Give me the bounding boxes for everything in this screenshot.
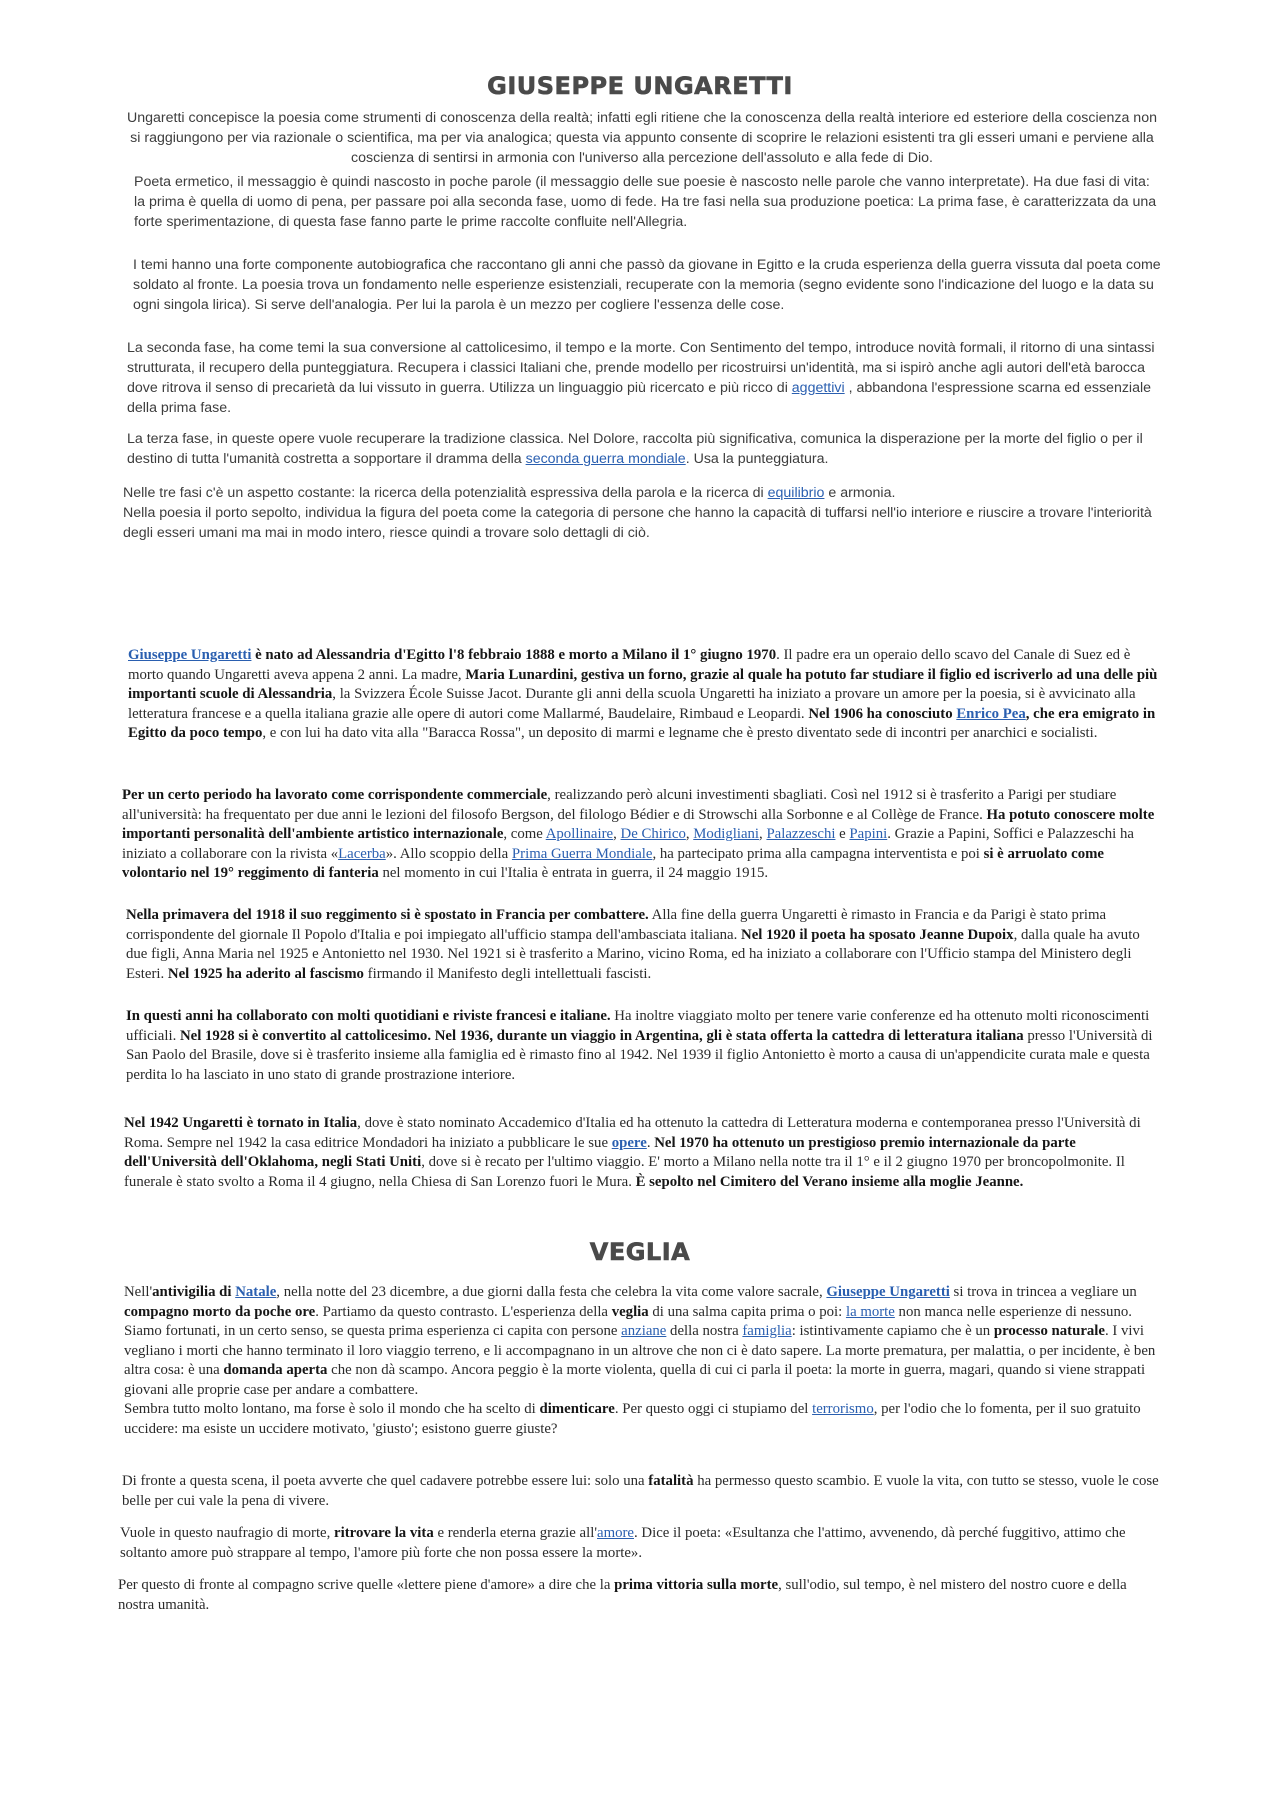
- text-run: Alla fine della guerra Ungaretti è rimasto in Francia e da Parigi è stato prima corrispondente del giornale Il Popolo d'Italia e poi impiegato all'ufficio stampa dell'ambasciata italiana.: [126, 907, 1107, 943]
- veglia-paragraph-2: [122, 1472, 1162, 1511]
- text-run: ,: [613, 826, 621, 842]
- bold-text: antivigilia di: [152, 1284, 236, 1300]
- link-opere[interactable]: opere: [611, 1134, 647, 1151]
- bio-paragraph-5: [124, 1114, 1164, 1192]
- bold-text: Nella primavera del 1918 il suo reggimento si è spostato in Francia per combattere.: [126, 907, 649, 923]
- bio-paragraph-2: [122, 786, 1162, 884]
- link-la-morte[interactable]: la morte: [845, 1303, 895, 1320]
- link-giuseppe-ungaretti[interactable]: Giuseppe Ungaretti: [826, 1284, 950, 1300]
- bold-text: Per un certo periodo ha lavorato come corrispondente commerciale: [122, 787, 548, 803]
- veglia-paragraph-1: [124, 1283, 1164, 1439]
- bold-text: compagno morto da poche ore: [124, 1303, 316, 1320]
- text-run: Vuole in questo naufragio di morte,: [120, 1525, 335, 1541]
- text-run: Sembra tutto molto lontano, ma forse è solo il mondo che ha scelto di: [124, 1401, 540, 1417]
- bio-paragraph-3: [126, 906, 1162, 984]
- bold-text: veglia: [611, 1303, 649, 1320]
- text-run: si trova in trincea a vegliare un: [949, 1284, 1137, 1300]
- text-run: Di fronte a questa scena, il poeta avverte che quel cadavere potrebbe essere lui: solo una: [122, 1473, 649, 1489]
- bold-text: , che era emigrato in Egitto da poco tempo: [128, 705, 1156, 741]
- bold-text: Nel 1942 Ungaretti è tornato in Italia: [124, 1115, 358, 1131]
- link-equilibrio[interactable]: equilibrio: [767, 485, 825, 501]
- bold-text: ritrovare la vita: [334, 1525, 434, 1541]
- text-run: Ha inoltre viaggiato molto per tenere varie conferenze ed ha ottenuto molti riconoscimenti ufficiali.: [126, 1008, 1150, 1044]
- text-run: e renderla eterna grazie all': [433, 1525, 598, 1541]
- veglia-paragraph-4: [118, 1576, 1162, 1615]
- text-run: . Per questo oggi ci stupiamo del: [614, 1401, 813, 1417]
- bold-text: domanda aperta: [223, 1362, 328, 1378]
- text-run: , realizzando però alcuni investimenti sbagliati. Così nel 1912 si è trasferito a Parigi per studiare all'università: ha frequentato per due anni le lezioni del filosofo Bergson, del filologo Bédier e di Strowschi alla Sorbonne e al Collège de France.: [122, 787, 1117, 823]
- bold-text: processo naturale: [993, 1323, 1105, 1339]
- bold-text: In questi anni ha collaborato con molti quotidiani e riviste francesi e italiane.: [126, 1008, 611, 1024]
- text-run: . Grazie a Papini, Soffici e Palazzeschi ha iniziato a collaborare con la rivista «: [122, 826, 1134, 862]
- intro-p5-text-a: La terza fase, in queste opere vuole recuperare la tradizione classica. Nel Dolore, raccolta più significativa, comunica la disperazione per la morte del figlio o per il destino di tutta l'umanità costretta a sopportare il dramma della: [127, 431, 1143, 467]
- bold-text: Nel 1970 ha ottenuto un prestigioso premio internazionale da parte dell'Università dell'Oklahoma, negli Stati Uniti: [124, 1134, 1076, 1170]
- text-run: , ha partecipato prima alla campagna interventista e poi: [652, 845, 984, 862]
- text-run: , nella notte del 23 dicembre, a due giorni dalla festa che celebra la vita come valore sacrale,: [276, 1284, 827, 1300]
- intro-p5-text-b: . Usa la punteggiatura.: [685, 451, 829, 467]
- bold-text: fatalità: [648, 1473, 694, 1489]
- link-amore[interactable]: amore: [597, 1525, 634, 1541]
- bold-text: Nel 1920 il poeta ha sposato Jeanne Dupoix: [741, 926, 1014, 943]
- bold-text: Nel 1928 si è convertito al cattolicesimo. Nel 1936, durante un viaggio in Argentina, gli è stata offerta la cattedra di letteratura italiana: [179, 1027, 1024, 1044]
- intro-paragraph-1: Ungaretti concepisce la poesia come strumenti di conoscenza della realtà; infatti egli ritiene che la conoscenza della realtà interiore ed esteriore della coscienza non si raggiungono per via razionale o scientifica, ma per via analogica; questa via appunto consente di scoprire le relazioni esistenti tra gli esseri umani e perviene alla coscienza di sentirsi in armonia con l'universo alla percezione dell'assoluto e alla fede di Dio.: [127, 110, 1157, 166]
- section-title-veglia: VEGLIA: [589, 1238, 691, 1266]
- link-seconda-guerra-mondiale[interactable]: seconda guerra mondiale: [525, 451, 686, 467]
- link-apollinaire[interactable]: Apollinaire: [545, 826, 614, 842]
- bold-text: è nato ad Alessandria d'Egitto l'8 febbraio 1888 e morto a Milano il 1° giugno 1970: [251, 647, 777, 663]
- intro-paragraph-6: [123, 483, 1163, 543]
- bold-text: si è arruolato come volontario nel 19° reggimento di fanteria: [122, 845, 1105, 881]
- link-aggettivi[interactable]: aggettivi: [791, 380, 845, 396]
- text-run: della nostra: [666, 1323, 743, 1339]
- intro-paragraph-3: I temi hanno una forte componente autobiografica che raccontano gli anni che passò da giovane in Egitto e la cruda esperienza della guerra vissuta dal poeta come soldato al fronte. La poesia trova un fondamento nelle esperienze esistenziali, recuperate con la memoria (segno evidente sono l'indicazione del luogo e la data su ogni singola lirica). Si serve dell'analogia. Per lui la parola è un mezzo per cogliere l'essenza delle cose.: [133, 257, 1161, 313]
- text-run: che non dà scampo. Ancora peggio è la morte violenta, quella di cui ci parla il poeta: la morte in guerra, magari, quando si viene strappati giovani alle proprie case per andare a combattere.: [124, 1362, 1146, 1398]
- text-run: ha permesso questo scambio. E vuole la vita, con tutto se stesso, vuole le cose belle per cui vale la pena di vivere.: [122, 1473, 1159, 1509]
- link-de-chirico[interactable]: De Chirico: [620, 826, 686, 842]
- bold-text: Maria Lunardini, gestiva un forno, grazie al quale ha potuto far studiare il figlio ed iscriverlo ad una delle più importanti scuole di Alessandria: [128, 666, 1158, 702]
- intro-p6-text-a: Nelle tre fasi c'è un aspetto costante: la ricerca della potenzialità espressiva della parola e la ricerca di: [123, 485, 768, 501]
- link-anziane[interactable]: anziane: [621, 1323, 667, 1339]
- text-run: , dove è stato nominato Accademico d'Italia ed ha ottenuto la cattedra di Letteratura moderna e contemporanea presso l'Università di Roma. Sempre nel 1942 la casa editrice Mondadori ha iniziato a pubblicare le sue: [124, 1115, 1141, 1151]
- bio-paragraph-1: [128, 646, 1158, 744]
- link-palazzeschi[interactable]: Palazzeschi: [766, 826, 836, 842]
- text-run: , la Svizzera École Suisse Jacot. Durante gli anni della scuola Ungaretti ha iniziato a provare un amore per la poesia, si è avvicinato alla letteratura francese e a quella italiana grazie alle opere di autori come Mallarmé, Baudelaire, Rimbaud e Leopardi.: [128, 686, 1136, 722]
- bold-text: Ha potuto conoscere molte importanti personalità dell'ambiente artistico internazionale: [122, 806, 1155, 842]
- text-run: , e con lui ha dato vita alla "Baracca Rossa", un deposito di marmi e legname che è presto diventato sede di incontri per anarchici e socialisti.: [262, 725, 1098, 741]
- link-papini[interactable]: Papini: [849, 826, 888, 842]
- text-run: non manca nelle esperienze di nessuno. Siamo fortunati, in un certo senso, se questa prima esperienza ci capita con persone: [124, 1303, 1132, 1339]
- link-terrorismo[interactable]: terrorismo: [812, 1401, 874, 1417]
- text-run: e: [835, 826, 850, 842]
- link-natale[interactable]: Natale: [235, 1284, 277, 1300]
- text-run: di una salma capita prima o poi:: [648, 1303, 846, 1320]
- text-run: presso l'Università di San Paolo del Brasile, dove si è trasferito insieme alla famiglia ed è rimasto fino al 1942. Nel 1939 il figlio Antonietto è morto a causa di un'appendicite curata male e questa perdita lo ha lasciato in uno stato di grande prostrazione interiore.: [126, 1027, 1153, 1083]
- intro-p6-text-c: Nella poesia il porto sepolto, individua la figura del poeta come la categoria di persone che hanno la capacità di tuffarsi nell'io interiore e riuscire a trovare l'interiorità degli esseri umani ma mai in modo intero, riesce quindi a trovare solo dettagli di ciò.: [123, 505, 1152, 541]
- text-run: , dalla quale ha avuto due figli, Anna Maria nel 1925 e Antonietto nel 1930. Nel 1921 si è trasferito a Marino, vicino Roma, ed ha iniziato a collaborare con l'Ufficio stampa del Ministero degli Esteri.: [126, 926, 1140, 982]
- text-run: firmando il Manifesto degli intellettuali fascisti.: [363, 965, 652, 982]
- intro-p4-text-b: , abbandona l'espressione scarna ed essenziale della prima fase.: [127, 380, 1152, 416]
- text-run: Per questo di fronte al compagno scrive quelle «lettere piene d'amore» a dire che la: [118, 1577, 615, 1593]
- text-run: , sull'odio, sul tempo, è nel mistero del nostro cuore e della nostra umanità.: [118, 1577, 1127, 1613]
- text-run: , per l'odio che lo fomenta, per il suo gratuito uccidere: ma esiste un uccidere motivato, 'giusto'; esistono guerre giuste?: [124, 1401, 1141, 1437]
- bold-text: Nel 1906 ha conosciuto: [808, 705, 957, 722]
- text-run: ,: [759, 826, 767, 842]
- intro-paragraph-4: [127, 338, 1157, 418]
- bold-text: dimenticare: [539, 1401, 615, 1417]
- text-run: .: [646, 1134, 655, 1151]
- link-prima-guerra-mondiale[interactable]: Prima Guerra Mondiale: [511, 845, 653, 862]
- text-run: . Dice il poeta: «Esultanza che l'attimo, avvenendo, dà perché fuggitivo, attimo che soltanto amore può strappare al tempo, l'amore più forte che non possa essere la morte».: [120, 1525, 1126, 1561]
- text-run: . I vivi vegliano i morti che hanno terminato il loro viaggio terreno, e li accompagnano in un altrove che non ci è dato sapere. La morte prematura, per malattia, o per incidente, è ben altra cosa: è una: [124, 1323, 1156, 1378]
- link-famiglia[interactable]: famiglia: [742, 1323, 792, 1339]
- bold-text: Nel 1925 ha aderito al fascismo: [167, 965, 364, 982]
- bio-paragraph-4: [126, 1007, 1162, 1085]
- link-lacerba[interactable]: Lacerba: [338, 845, 386, 862]
- text-run: Nell': [124, 1284, 153, 1300]
- intro-paragraph-5: [127, 429, 1157, 469]
- page-title: GIUSEPPE UNGARETTI: [487, 72, 793, 100]
- bold-text: È sepolto nel Cimitero del Verano insieme alla moglie Jeanne.: [635, 1173, 1024, 1190]
- intro-p6-text-b: e armonia.: [824, 485, 896, 501]
- bold-text: prima vittoria sulla morte: [614, 1577, 779, 1593]
- text-run: . Partiamo da questo contrasto. L'esperienza della: [315, 1303, 612, 1320]
- text-run: , come: [503, 826, 546, 842]
- veglia-paragraph-3: [120, 1524, 1160, 1563]
- text-run: ». Allo scoppio della: [385, 845, 512, 862]
- text-run: . Il padre era un operaio dello scavo del Canale di Suez ed è morto quando Ungaretti aveva appena 2 anni. La madre,: [128, 647, 1131, 683]
- intro-p4-text-a: La seconda fase, ha come temi la sua conversione al cattolicesimo, il tempo e la morte. Con Sentimento del tempo, introduce novità formali, il ritorno di una sintassi strutturata, il recupero della punteggiatura. Recupera i classici Italiani che, prende modello per ricostruirsi un'identità, ma si ispirò anche agli autori dell'età barocca dove ritrova il senso di precarietà da lui vissuto in guerra. Utilizza un linguaggio più ricercato e più ricco di: [127, 340, 1155, 396]
- link-enrico-pea[interactable]: Enrico Pea: [956, 705, 1026, 722]
- intro-paragraph-2: Poeta ermetico, il messaggio è quindi nascosto in poche parole (il messaggio delle sue poesie è nascosto nelle parole che vanno interpretate). Ha due fasi di vita: la prima è quella di uomo di pena, per passare poi alla seconda fase, uomo di fede. Ha tre fasi nella sua produzione poetica: La prima fase, è caratterizzata da una forte sperimentazione, di questa fase fanno parte le prime raccolte confluite nell'Allegria.: [134, 174, 1157, 230]
- text-run: ,: [685, 826, 694, 842]
- link-modigliani[interactable]: Modigliani: [693, 826, 760, 842]
- text-run: , dove si è recato per l'ultimo viaggio. E' morto a Milano nella notte tra il 1° e il 2 giugno 1970 per broncopolmonite. Il funerale è stato svolto a Roma il 4 giugno, nella Chiesa di San Lorenzo fuori le Mura.: [124, 1154, 1125, 1190]
- text-run: nel momento in cui l'Italia è entrata in guerra, il 24 maggio 1915.: [378, 865, 769, 881]
- link-giuseppe-ungaretti[interactable]: Giuseppe Ungaretti: [128, 647, 252, 663]
- text-run: : istintivamente capiamo che è un: [791, 1323, 994, 1339]
